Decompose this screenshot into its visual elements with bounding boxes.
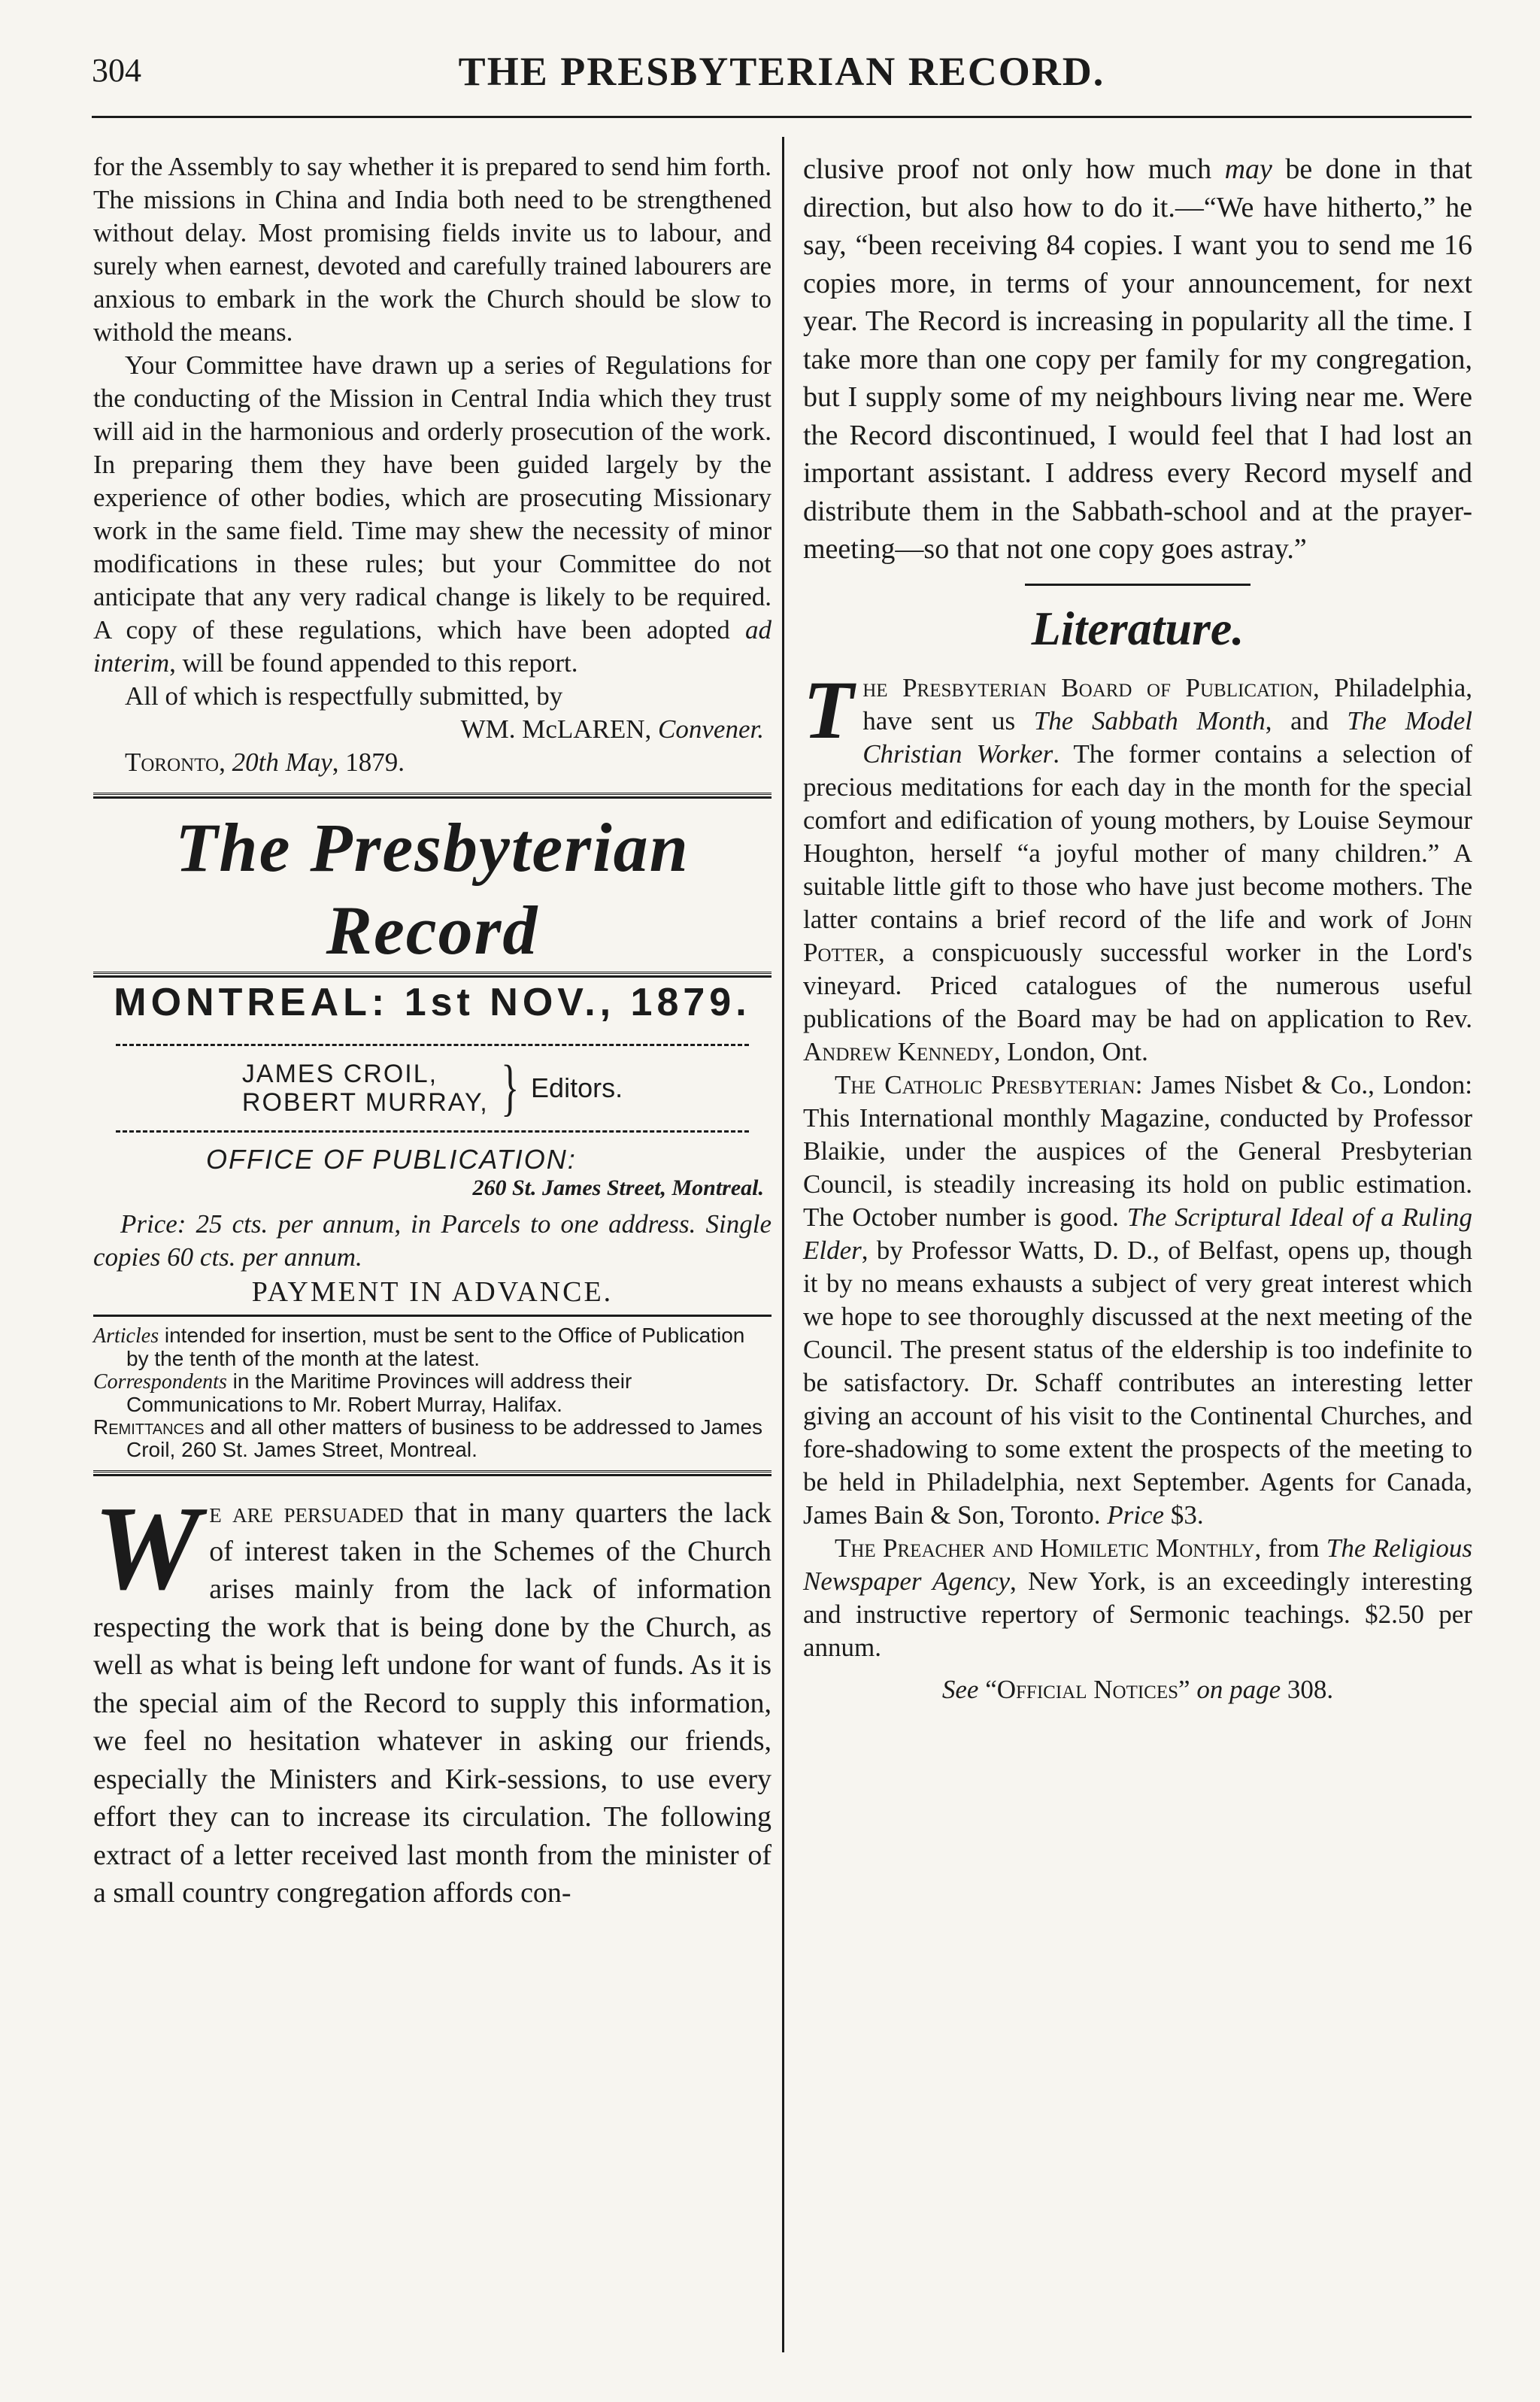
office-address: 260 St. James Street, Montreal. [472,1175,764,1200]
masthead-rule [93,972,772,978]
ornamental-rule [116,1126,749,1133]
masthead: The Presbyterian Record [175,809,690,969]
issue-dateline: MONTREAL: 1st NOV., 1879. [114,981,751,1024]
letter-extract: clusive proof not only how much may be done in that direction, but also how to do it.—“We have hitherto,” he say, “been receiving 84 copies. I want you to send me 16 copies more, in terms of your announcement, for next year. The Record is increasing in popularity all the time. I take more than one copy per family for my congregation, but I supply some of my neighbours living near me. Were the Record discontinued, I would feel that I had lost an important assistant. I address every Record myself and distribute them in the Sabbath-school and at the prayer-meeting—so that not one copy goes astray.” [803,153,1472,565]
editorial-article: We are persuaded that in many quarters the lack of interest taken in the Schemes of the Church arises mainly from the lack of information respecting the work that is being done by the Church, as well as what is being left undone for want of funds. As it is the special aim of the Record to supply this information, we feel no hesitation whatever in asking our friends, especially the Ministers and Kirk-sessions, to use every effort they can to increase its circulation. The following extract of a letter received last month from the minister of a small country congregation affords con- [93,1481,772,1909]
short-rule [1025,584,1250,586]
price-line: Price: 25 cts. per annum, in Parcels to one address. Single copies 60 cts. per annum. [93,1209,772,1272]
notice-remittances: Remittances and all other matters of business to be addressed to James Croil, 260 St. James Street, Montreal. [93,1415,763,1461]
right-column [803,150,1472,1706]
office-of-publication [93,1145,772,1202]
review-preacher-monthly: The Preacher and Homiletic Monthly, from The Religious Newspaper Agency, New York, is an exceedingly interesting and instructive repertory of Sermonic teachings. $2.50 per annum. [803,1533,1472,1662]
report-paragraph-1: for the Assembly to say whether it is prepared to send him forth. The missions in China and India both need to be strengthened without delay. Most promising fields invite us to labour, and surely when earnest, devoted and carefully trained labourers are anxious to embark in the work the Church should be slow to withold the means. [93,152,772,347]
notice-articles: Articles intended for insertion, must be sent to the Office of Publication by the tenth of the month at the latest. [93,1324,745,1370]
brace-glyph: } [500,1053,519,1123]
report-closing: All of which is respectfully submitted, by [125,681,563,711]
divider-rule [93,1315,772,1317]
left-column [93,150,772,1912]
payment-line: PAYMENT IN ADVANCE. [251,1276,614,1308]
drop-cap: W [93,1481,201,1615]
editor-name: ROBERT MURRAY, [241,1088,489,1117]
drop-cap: T [803,663,854,756]
dateline-signature: Toronto, 20th May, 1879. [125,748,405,777]
see-official-notices: See “Official Notices” on page 308. [941,1674,1334,1704]
review-catholic-presbyterian: The Catholic Presbyterian: James Nisbet & Co., London: This International monthly Magazine, conducted by Professor Blaikie, under the auspices of the General Presbyterian Council, is steadily increasing its hold on public estimation. The October number is good. The Scriptural Ideal of a Ruling Elder, by Professor Watts, D. D., of Belfast, opens up, though it by no means exhausts a subject of very great interest which we hope to see thoroughly discussed at the next meeting of the Council. The present status of the eldership is too indefinite to be satisfactory. Dr. Schaff contributes an interesting letter giving an account of his visit to the Continental Churches, and fore-shadowing to some extent the prospects of the meeting to be held in Philadelphia, next September. Agents for Canada, James Bain & Son, Toronto. Price $3. [803,1069,1472,1530]
ornamental-rule [116,1027,749,1046]
running-head [92,33,1472,118]
editors-label: Editors. [531,1072,623,1103]
review-board-of-publication: The Presbyterian Board of Publication, Philadelphia, have sent us The Sabbath Month, and The Model Christian Worker. The former contains a selection of precious meditations for each day in the month for the special comfort and edification of young mothers, by Louise Seymour Houghton, herself “a joyful mother of many children.” A suitable little gift to those who have just become mothers. The latter contains a brief record of the life and work of John Potter, a conspicuously successful worker in the Lord's vineyard. Priced catalogues of the numerous useful publications of the Board may be had on application to Rev. Andrew Kennedy, London, Ont. [803,663,1473,1066]
journal-title: THE PRESBYTERIAN RECORD. [458,49,1105,94]
page-number: 304 [92,52,141,89]
divider-rule [93,793,772,799]
editors-block [93,1053,772,1123]
editor-name: JAMES CROIL, [241,1060,438,1088]
notice-correspondents: Correspondents in the Maritime Provinces will address their Communications to Mr. Robert Murray, Halifax. [93,1369,632,1416]
report-paragraph-2: Your Committee have drawn up a series of Regulations for the conducting of the Mission in Central India which they trust will aid in the harmonious and orderly prosecution of the work. In preparing them they have been guided largely by the experience of other bodies, which are prosecuting Missionary work in the same field. Time may shew the necessity of minor modifications in these rules; but your Committee do not anticipate that any very radical change is likely to be required. A copy of these regulations, which have been adopted ad interim, will be found appended to this report. [93,350,772,678]
divider-rule [93,1470,772,1476]
signature: WM. McLAREN, Convener. [460,714,764,744]
literature-heading: Literature. [1031,601,1244,655]
column-divider [782,137,784,2352]
office-label: OFFICE OF PUBLICATION: [206,1144,577,1175]
